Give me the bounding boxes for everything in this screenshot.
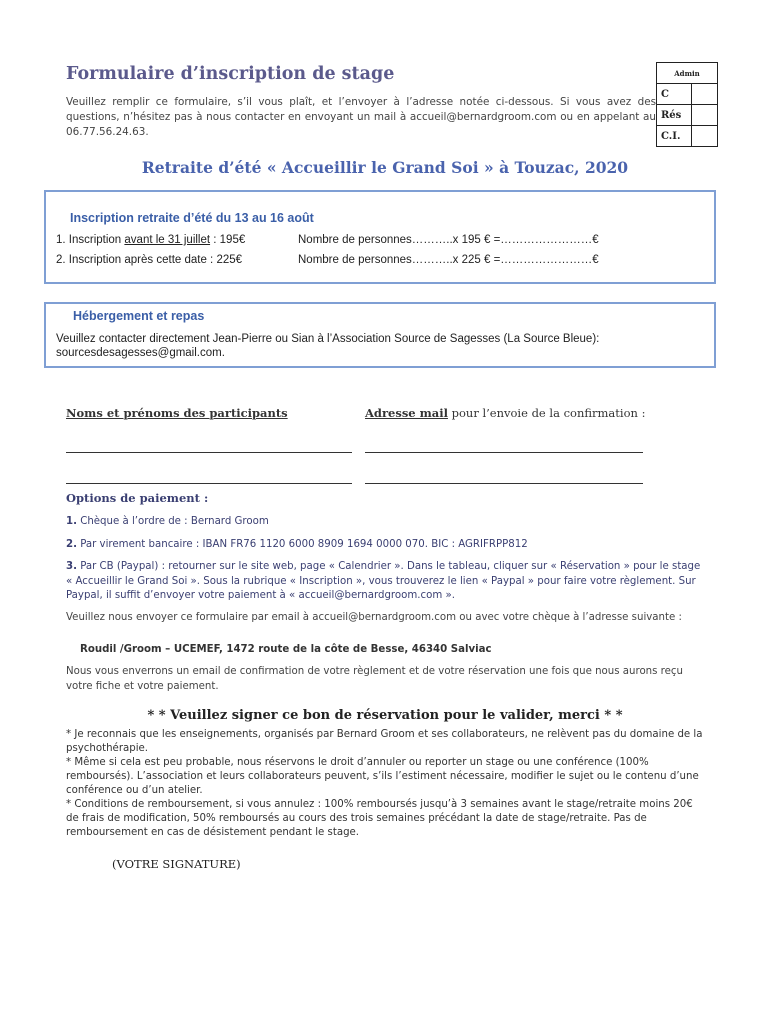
admin-heading: Admin [657,63,718,84]
signature-title: * * Veuillez signer ce bon de réservation pour le valider, merci * * [147,708,623,723]
row1-calc[interactable]: Nombre de personnes………..x 195 € =……………………€ [298,234,599,246]
name-line-1[interactable] [66,452,352,453]
row1-prefix: 1. Inscription [56,234,125,246]
opt2-number: 2. [66,539,77,550]
intro-text: Veuillez remplir ce formulaire, s’il vous plaît, et l’envoyer à l’adresse notée ci-dessous. Si vous avez des questions, n’hésitez pas à nous contacter en envoyant un mail à accueil@bernardgroom.com ou en appelant au 06.77.56.24.63. [66,96,656,138]
note-1: * Je reconnais que les enseignements, organisés par Bernard Groom et ses collaborateurs, ne relèvent pas du domaine de la psychothérapie. [66,729,703,754]
payment-option-1 [66,515,706,530]
admin-row-label: C.I. [657,126,692,147]
payment-title: Options de paiement : [66,491,209,505]
name-line-2[interactable] [66,483,352,484]
signature-label[interactable]: (VOTRE SIGNATURE) [112,857,241,871]
email-suffix: pour l’envoie de la confirmation : [447,406,646,420]
inscription-box [44,190,716,284]
email-line-1[interactable] [365,452,643,453]
hebergement-title: Hébergement et repas [73,309,205,323]
payment-option-3 [66,560,706,604]
inscription-row-1 [56,234,599,246]
hebergement-text: Veuillez contacter directement Jean-Pierre ou Sian à l’Association Source de Sagesses (La Source Bleue): sourcesdesagesses@gmail.com. [56,333,600,359]
admin-cell[interactable] [692,126,718,147]
inscription-row-2 [56,254,599,266]
email-header [365,406,645,420]
admin-row-label: C [657,84,692,105]
admin-table [656,62,718,147]
note-3: * Conditions de remboursement, si vous annulez : 100% remboursés jusqu’à 3 semaines avant le stage/retraite moins 20€ de frais de modification, 50% remboursés au cours des trois semaines précédant la date de stage/retraite. Pas de remboursement en cas de désistement pendant le stage. [66,799,693,838]
admin-cell[interactable] [692,105,718,126]
confirmation-text: Nous vous enverrons un email de confirmation de votre règlement et de votre réservation une fois que nous aurons reçu votre fiche et votre paiement. [66,666,683,692]
email-label: Adresse mail [365,406,448,420]
row1-underlined: avant le 31 juillet [124,234,211,246]
opt2-text: Par virement bancaire : IBAN FR76 1120 6000 8909 1694 0000 070. BIC : AGRIFRPP812 [76,539,528,550]
opt1-text: Chèque à l’ordre de : Bernard Groom [76,516,269,527]
email-line-2[interactable] [365,483,643,484]
row1-suffix: : 195€ [210,234,246,246]
send-instructions: Veuillez nous envoyer ce formulaire par email à accueil@bernardgroom.com ou avec votre chèque à l’adresse suivante : [66,612,682,623]
payment-option-2 [66,538,706,553]
opt3-number: 3. [66,561,77,572]
opt1-number: 1. [66,516,77,527]
inscription-title: Inscription retraite d’été du 13 au 16 août [70,211,314,225]
hebergement-box [44,302,716,368]
row2-label: 2. Inscription après cette date : 225€ [56,254,243,266]
retraite-title: Retraite d’été « Accueillir le Grand Soi » à Touzac, 2020 [141,158,629,177]
note-2: * Même si cela est peu probable, nous réservons le droit d’annuler ou reporter un stage ou une conférence (100% remboursés). L’association et leurs collaborateurs peuvent, s’ils l’estiment nécessaire, modifier le sujet ou le contenu d’une conférence ou d’un atelier. [66,757,699,796]
admin-cell[interactable] [692,84,718,105]
opt3-text: Par CB (Paypal) : retourner sur le site web, page « Calendrier ». Dans le tableau, cliquer sur « Réservation » pour le stage « Accueillir le Grand Soi ». Sous la rubrique « Inscription », vous trouverez le lien « Paypal » pour faire votre règlement. Sur Paypal, il suffit d’envoyer votre paiement à « accueil@bernardgroom.com ». [66,561,701,601]
row2-calc[interactable]: Nombre de personnes………..x 225 € =……………………€ [298,254,599,266]
admin-row-label: Rés [657,105,692,126]
postal-address: Roudil /Groom – UCEMEF, 1472 route de la côte de Besse, 46340 Salviac [80,644,492,655]
form-title: Formulaire d’inscription de stage [66,64,395,84]
notes [66,728,706,840]
names-label: Noms et prénoms des participants [66,406,288,420]
